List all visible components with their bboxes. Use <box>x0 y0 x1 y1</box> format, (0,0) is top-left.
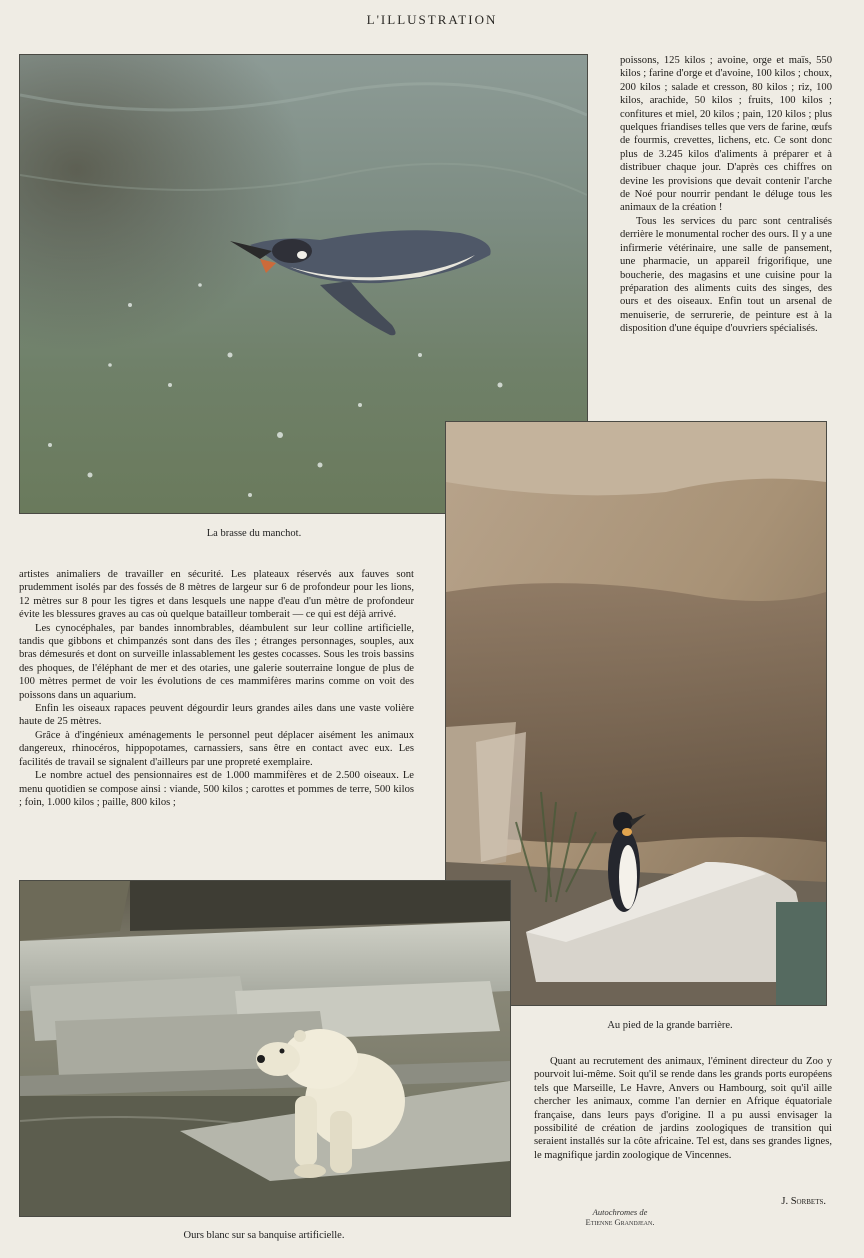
credit-line-2: Etienne Grandjean. <box>585 1217 655 1227</box>
caption-penguin-barrier: Au pied de la grande barrière. <box>607 1020 733 1031</box>
caption-penguin-swimming: La brasse du manchot. <box>206 528 302 539</box>
photo-polar-bear <box>19 880 511 1217</box>
paragraph: Quant au recrutement des animaux, l'éminent directeur du Zoo y pourvoit lui-même. Soit qu'il se rende dans les grands ports européens tels que Marseille, Le Havre, Anvers ou Hambourg, soit qu'il aille chercher les animaux, comme l'an dernier en Afrique équatoriale française, dans leurs pays d'origine. Il a pu aussi envisager la possibilité de création de jardins zoologiques de transition qui seraient installés sur la côte africaine. Tel est, dans ses grandes lignes, le magnifique jardin zoologique de Vincennes. <box>534 1056 832 1161</box>
paragraph: Le nombre actuel des pensionnaires est de 1.000 mammifères et de 2.500 oiseaux. Le menu quotidien se compose ainsi : viande, 500 kilos ; carottes et pommes de terre, 500 kilos ; foin, 1.000 kilos ; paille, 800 kilos ; <box>19 770 414 808</box>
paragraph: artistes animaliers de travailler en sécurité. Les plateaux réservés aux fauves sont prudemment isolés par des fossés de 8 mètres de largeur sur 6 de profondeur pour les lions, 12 mètres sur 8 pour les tigres et dans lesquels une nappe d'eau d'un mètre de profondeur évite les blessures graves au cas où quelque batailleur tomberait — ce qui est déjà arrivé. <box>19 569 414 621</box>
paragraph: Les cynocéphales, par bandes innombrables, déambulent sur leur colline artificielle, tandis que gibbons et chimpanzés sont dans des îles ; étranges personnages, souples, aux bras démesurés et dont on surveille inlassablement les gestes cocasses. Sous les trois bassins des phoques, de l'éléphant de mer et des otaries, une galerie souterraine longue de plus de 100 mètres permet de voir les évolutions de ces mammifères marins comme on voit des poissons dans un aquarium. <box>19 622 414 701</box>
credit-line-1: Autochromes de <box>592 1207 648 1217</box>
text-column-left-middle <box>19 568 414 809</box>
paragraph: poissons, 125 kilos ; avoine, orge et maïs, 550 kilos ; farine d'orge et d'avoine, 100 kilos ; choux, 200 kilos ; salade et cresson, 80 kilos ; riz, 100 kilos, arachide, 50 kilos ; fruits, 100 kilos ; confitures et miel, 20 kilos ; pain, 120 kilos ; plus quelques friandises telles que vers de farine, œufs de fourmis, crevettes, lichens, etc. Ce sont donc plus de 3.245 kilos d'aliments à préparer et à distribuer chaque jour. D'après ces chiffres on devine les provisions que devait contenir l'arche de Noé pour nourrir pendant le déluge tous les animaux de la création ! <box>620 55 832 214</box>
photo-credit <box>560 1207 680 1227</box>
author-signature <box>650 1196 826 1207</box>
text-column-right-top <box>620 54 832 336</box>
paragraph: Tous les services du parc sont centralisés derrière le monumental rocher des ours. Il y a une infirmerie vétérinaire, une salle de pansement, une pharmacie, un appareil frigorifique, une boucherie, des magasins et une cuisine pour la préparation des aliments cuits des singes, des ours et des oiseaux. Enfin tout un arsenal de menuiserie, de serrurerie, de peinture est à la disposition d'une équipe d'ouvriers spécialisés. <box>620 215 832 335</box>
text-column-right-bottom <box>534 1055 832 1162</box>
paragraph: Enfin les oiseaux rapaces peuvent dégourdir leurs grandes ailes dans une vaste volière haute de 25 mètres. <box>19 703 414 728</box>
masthead-title: L'ILLUSTRATION <box>366 12 498 27</box>
author-name: J. Sorbets. <box>781 1196 826 1207</box>
caption-polar-bear: Ours blanc sur sa banquise artificielle. <box>183 1230 345 1241</box>
paragraph: Grâce à d'ingénieux aménagements le personnel peut déplacer aisément les animaux dangereux, rhinocéros, hippopotames, carnassiers, sans être en contact avec eux. Les facilités de travail se signalent d'ailleurs par une propreté exemplaire. <box>19 729 414 768</box>
polar-bear-image <box>20 881 510 1216</box>
